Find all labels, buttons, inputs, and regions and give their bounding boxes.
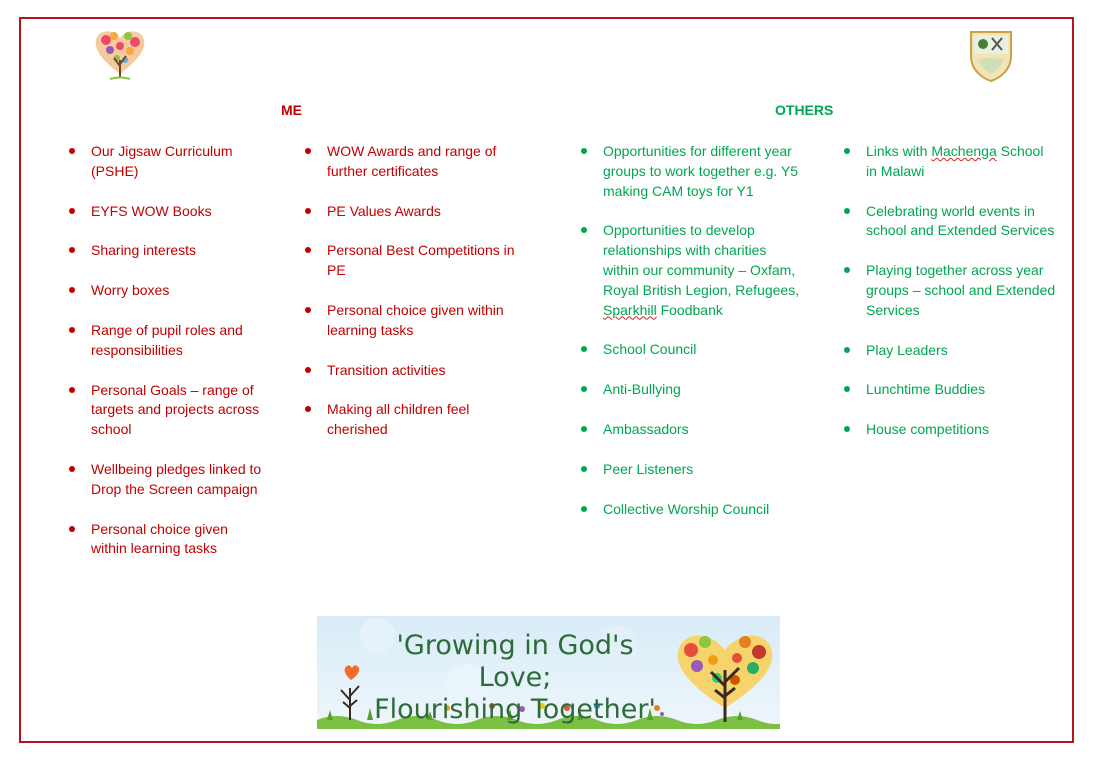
- list-item: House competitions: [842, 420, 1057, 440]
- list-item: Anti-Bullying: [579, 380, 804, 400]
- motto-line-2: Flourishing Together': [374, 694, 656, 725]
- list-item: Peer Listeners: [579, 460, 804, 480]
- list-item: WOW Awards and range of further certificates: [303, 142, 533, 182]
- me-list-column-2: [303, 142, 533, 460]
- list-item-text: Foodbank: [656, 301, 723, 318]
- list-item: Personal choice given within learning tasks: [67, 520, 267, 560]
- list-item: Wellbeing pledges linked to Drop the Screen campaign: [67, 460, 267, 500]
- list-item: PE Values Awards: [303, 202, 533, 222]
- list-item: Sharing interests: [67, 241, 267, 261]
- list-item-text: Links with: [866, 143, 932, 159]
- list-item: Personal Goals – range of targets and projects across school: [67, 381, 267, 440]
- others-heading: OTHERS: [775, 102, 834, 118]
- me-list-column-1: [67, 142, 267, 579]
- list-item: Range of pupil roles and responsibilities: [67, 321, 267, 361]
- list-item: [579, 221, 804, 320]
- spellcheck-word: Sparkhill: [603, 301, 657, 318]
- spellcheck-word: Machenga: [931, 143, 997, 159]
- list-item-text: Opportunities to develop relationships with charities within our community – Oxfam, Royal British Legion, Refugees,: [603, 222, 800, 298]
- list-item: Worry boxes: [67, 281, 267, 301]
- list-item: Ambassadors: [579, 420, 804, 440]
- school-crest-icon: [968, 28, 1014, 82]
- list-item: Making all children feel cherished: [303, 400, 533, 440]
- list-item: School Council: [579, 340, 804, 360]
- list-item: Collective Worship Council: [579, 500, 804, 520]
- heart-tree-icon: [92, 24, 148, 82]
- list-item: Transition activities: [303, 361, 533, 381]
- me-heading: ME: [281, 102, 302, 118]
- list-item: Celebrating world events in school and Extended Services: [842, 202, 1057, 242]
- motto-line-1: 'Growing in God's Love;: [396, 630, 634, 693]
- list-item: Lunchtime Buddies: [842, 380, 1057, 400]
- list-item: [842, 142, 1057, 182]
- motto-text: [365, 630, 665, 726]
- others-list-column-1: [579, 142, 804, 539]
- list-item: EYFS WOW Books: [67, 202, 267, 222]
- others-list-column-2: [842, 142, 1057, 460]
- motto-banner: [317, 616, 780, 729]
- list-item-text: School in Malawi: [866, 143, 1044, 179]
- list-item: Play Leaders: [842, 341, 1057, 361]
- list-item: Personal choice given within learning tasks: [303, 301, 533, 341]
- list-item: Our Jigsaw Curriculum (PSHE): [67, 142, 267, 182]
- list-item: Playing together across year groups – school and Extended Services: [842, 261, 1057, 320]
- list-item: Opportunities for different year groups to work together e.g. Y5 making CAM toys for Y1: [579, 142, 804, 201]
- list-item: Personal Best Competitions in PE: [303, 241, 533, 281]
